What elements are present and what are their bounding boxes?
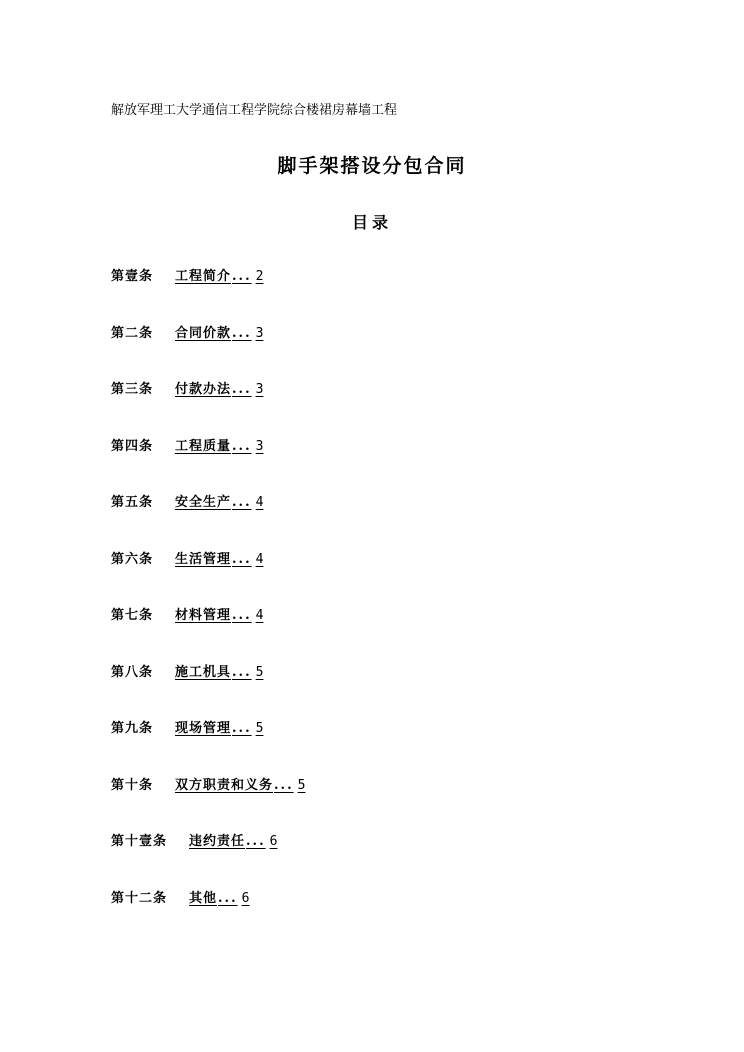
toc-leader-dots: ... bbox=[232, 382, 252, 397]
toc-page-number: 3 bbox=[255, 382, 264, 397]
toc-page-number: 5 bbox=[255, 721, 264, 736]
toc-leader-dots: ... bbox=[232, 438, 252, 454]
toc-leader-dots: ... bbox=[274, 777, 294, 793]
toc-link[interactable] bbox=[111, 269, 263, 284]
toc-article-name: 施工机具 bbox=[175, 664, 232, 680]
toc-link[interactable] bbox=[111, 608, 263, 623]
toc-article-name: 合同价款 bbox=[175, 325, 232, 341]
toc-article-name: 生活管理 bbox=[175, 551, 232, 567]
toc-article-number: 第十条 bbox=[111, 777, 154, 793]
toc-article-number: 第十壹条 bbox=[111, 834, 168, 849]
toc-article-name: 付款办法 bbox=[175, 382, 232, 397]
toc-page-number: 6 bbox=[269, 834, 278, 849]
toc-entry bbox=[111, 718, 305, 775]
toc-article-name: 工程质量 bbox=[175, 438, 232, 454]
toc-page-number: 4 bbox=[255, 495, 264, 510]
toc-leader-dots: ... bbox=[232, 664, 252, 680]
toc-entry bbox=[111, 605, 305, 662]
toc-article-number: 第三条 bbox=[111, 382, 154, 397]
toc-link[interactable] bbox=[111, 834, 277, 849]
toc-link[interactable] bbox=[111, 721, 263, 736]
toc-link[interactable] bbox=[111, 778, 305, 793]
toc-leader-dots: ... bbox=[246, 834, 266, 849]
toc-link[interactable] bbox=[111, 665, 263, 680]
toc-page-number: 4 bbox=[255, 551, 264, 567]
toc-page-number: 2 bbox=[255, 269, 264, 284]
toc-article-name: 工程简介 bbox=[175, 269, 232, 284]
toc-link[interactable] bbox=[111, 326, 263, 341]
toc-page-number: 3 bbox=[255, 325, 264, 341]
toc-entry bbox=[111, 266, 305, 323]
toc-entry bbox=[111, 775, 305, 832]
toc-page-number: 5 bbox=[255, 664, 264, 680]
toc-article-number: 第五条 bbox=[111, 495, 154, 510]
toc-article-number: 第十二条 bbox=[111, 890, 168, 906]
project-header: 解放军理工大学通信工程学院综合楼裙房幕墙工程 bbox=[111, 103, 398, 118]
toc-leader-dots: ... bbox=[232, 551, 252, 567]
toc-entry bbox=[111, 888, 305, 945]
toc-page-number: 6 bbox=[241, 890, 250, 906]
toc-leader-dots: ... bbox=[232, 721, 252, 736]
toc-article-name: 其他 bbox=[189, 890, 218, 906]
toc-page-number: 4 bbox=[255, 608, 264, 623]
toc-article-number: 第九条 bbox=[111, 721, 154, 736]
toc-link[interactable] bbox=[111, 891, 249, 906]
toc-entry bbox=[111, 831, 305, 888]
toc-article-number: 第二条 bbox=[111, 325, 154, 341]
toc-article-name: 现场管理 bbox=[175, 721, 232, 736]
toc-article-name: 违约责任 bbox=[189, 834, 246, 849]
toc-link[interactable] bbox=[111, 382, 263, 397]
toc-heading: 目录 bbox=[351, 213, 392, 232]
toc-article-name: 材料管理 bbox=[175, 608, 232, 623]
toc-entry bbox=[111, 379, 305, 436]
toc-article-name: 双方职责和义务 bbox=[175, 777, 274, 793]
toc-entry bbox=[111, 492, 305, 549]
toc-page-number: 3 bbox=[255, 438, 264, 454]
toc-leader-dots: ... bbox=[232, 269, 252, 284]
toc-entry bbox=[111, 323, 305, 380]
toc-leader-dots: ... bbox=[232, 325, 252, 341]
toc-entry bbox=[111, 662, 305, 719]
toc-article-number: 第八条 bbox=[111, 664, 154, 680]
toc-leader-dots: ... bbox=[218, 890, 238, 906]
toc-link[interactable] bbox=[111, 495, 263, 510]
toc-article-number: 第六条 bbox=[111, 551, 154, 567]
toc-entry bbox=[111, 436, 305, 493]
toc-link[interactable] bbox=[111, 439, 263, 454]
toc-leader-dots: ... bbox=[232, 495, 252, 510]
contract-title: 脚手架搭设分包合同 bbox=[277, 155, 467, 177]
toc-leader-dots: ... bbox=[232, 608, 252, 623]
toc-article-number: 第壹条 bbox=[111, 269, 154, 284]
table-of-contents bbox=[111, 266, 305, 944]
toc-page-number: 5 bbox=[297, 777, 306, 793]
toc-entry bbox=[111, 549, 305, 606]
toc-article-number: 第四条 bbox=[111, 438, 154, 454]
toc-article-number: 第七条 bbox=[111, 608, 154, 623]
toc-link[interactable] bbox=[111, 552, 263, 567]
toc-article-name: 安全生产 bbox=[175, 495, 232, 510]
